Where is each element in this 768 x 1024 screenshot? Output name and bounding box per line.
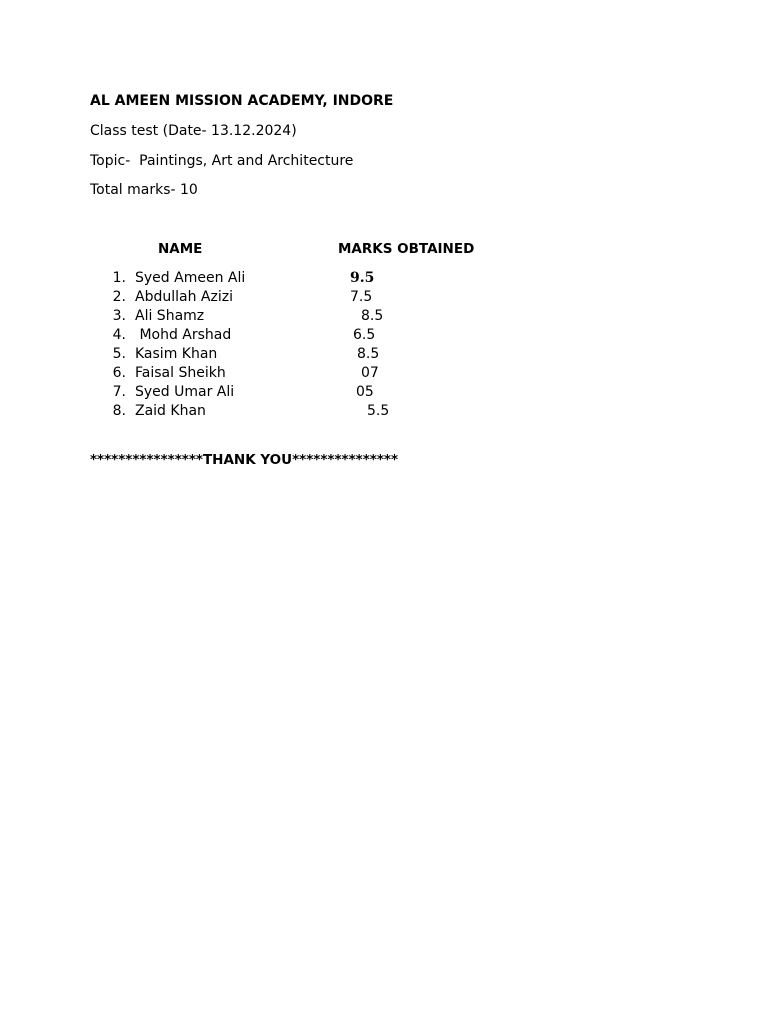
topic-line: Topic- Paintings, Art and Architecture [90, 153, 354, 169]
row-number: 3. [112, 308, 126, 324]
student-marks: 05 [356, 384, 374, 400]
student-name: Kasim Khan [135, 346, 218, 362]
student-name: Faisal Sheikh [135, 365, 226, 381]
student-name: Zaid Khan [135, 403, 206, 419]
total-marks-line: Total marks- 10 [90, 182, 198, 198]
student-marks: 9.5 [350, 270, 375, 286]
row-number: 7. [112, 384, 126, 400]
student-marks: 7.5 [350, 289, 373, 305]
row-number: 5. [112, 346, 126, 362]
name-column-header: NAME [158, 241, 203, 257]
school-title: AL AMEEN MISSION ACADEMY, INDORE [90, 93, 394, 109]
student-marks: 5.5 [367, 403, 390, 419]
student-marks: 8.5 [357, 346, 380, 362]
student-name: Abdullah Azizi [135, 289, 233, 305]
student-name: Syed Ameen Ali [135, 270, 246, 286]
row-number: 1. [112, 270, 126, 286]
student-name: Mohd Arshad [135, 327, 232, 343]
row-number: 2. [112, 289, 126, 305]
student-marks: 07 [361, 365, 379, 381]
student-marks: 6.5 [353, 327, 376, 343]
row-number: 6. [112, 365, 126, 381]
student-name: Ali Shamz [135, 308, 205, 324]
student-marks: 8.5 [361, 308, 384, 324]
thank-you-footer: ****************THANK YOU*************** [90, 452, 399, 468]
marks-column-header: MARKS OBTAINED [338, 241, 475, 257]
row-number: 8. [112, 403, 126, 419]
class-test-date: Class test (Date- 13.12.2024) [90, 123, 297, 139]
row-number: 4. [112, 327, 126, 343]
student-name: Syed Umar Ali [135, 384, 235, 400]
